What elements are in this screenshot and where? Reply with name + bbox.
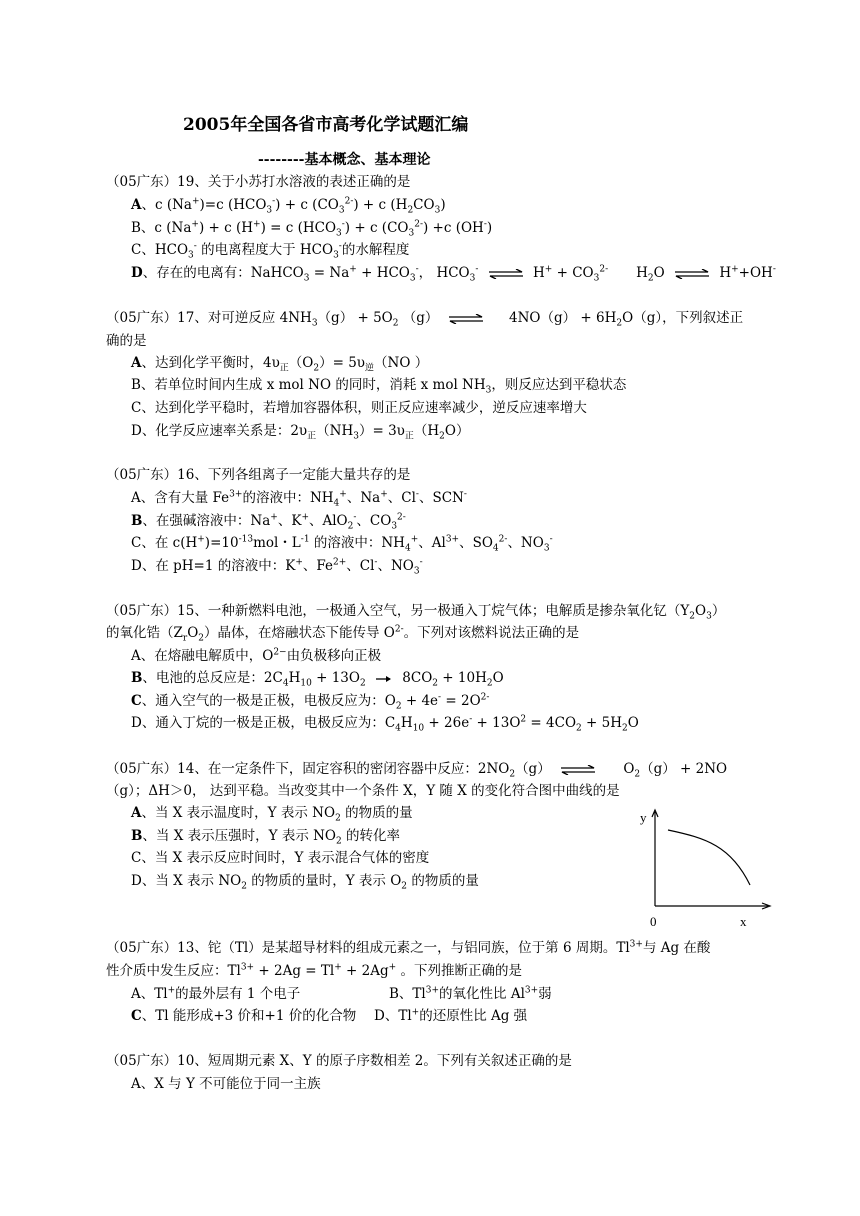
question-16-stem: （05广东）16、下列各组离子一定能大量共存的是	[106, 467, 411, 483]
question-17-option-b: B、若单位时间内生成 x mol NO 的同时，消耗 x mol $NH_3$，则反应达到平稳状态	[131, 377, 627, 396]
equilibrium-arrow-icon	[449, 314, 483, 324]
question-14-option-a: A、当 X 表示温度时，Y 表示 $NO_2$ 的物质的量	[131, 805, 413, 824]
page-title: 2005年全国各省市高考化学试题汇编	[183, 115, 469, 135]
equilibrium-arrow-icon	[561, 765, 595, 775]
reaction-arrow-icon	[376, 675, 392, 683]
question-16-option-d: D、在 pH=1 的溶液中：K+、$Fe^{2+}$、Cl-、$NO_3^-$	[131, 557, 423, 577]
question-15-option-b: B、电池的总反应是：$2C_4H_{10} + 13O_2$ $8CO_2 + 10H_2O$	[131, 670, 504, 689]
page-subtitle: --------基本概念、基本理论	[258, 152, 431, 168]
question-13-option-b: B、$Tl^{3+}$的氧化性比 $Al^{3+}$弱	[389, 985, 552, 1002]
question-17-stem-line2: 确的是	[106, 333, 147, 349]
question-19-option-d: D、存在的电离有：NaHCO$_3$ = $Na^+ + HCO_3^-$， $HCO_3^-$ $H^+ + CO_3^{2-}$ $H_2O$ H++OH-	[131, 264, 776, 284]
question-19-option-a: A、c (Na+)=c $(HCO_3^-) + c$ $(CO_3^{2-}) + c$ $(H_2CO_3)$	[131, 196, 446, 216]
question-14-option-d: D、当 X 表示 $NO_2$ 的物质的量时，Y 表示 $O_2$ 的物质的量	[131, 873, 479, 892]
origin-label: 0	[650, 914, 657, 929]
question-19-stem: （05广东）19、关于小苏打水溶液的表述正确的是	[106, 174, 411, 190]
question-16-option-a: A、含有大量 $Fe^{3+}$的溶液中：$NH_4^+$、Na+、Cl-、SCN-	[131, 489, 467, 509]
question-17-option-c: C、达到化学平稳时，若增加容器体积，则正反应速率减少，逆反应速率增大	[131, 400, 587, 416]
y-axis-label: y	[640, 810, 647, 825]
x-axis-label: x	[740, 914, 747, 929]
question-15-stem-line1: （05广东）15、一种新燃料电池，一极通入空气，另一极通入丁烷气体；电解质是掺杂氧化钇$(Y_2O_3)$	[106, 603, 726, 622]
question-17-option-d: D、化学反应速率关系是：$2\upsilon_正(NH_3)= 3\upsilon_正(H_2O)$	[131, 423, 470, 442]
equilibrium-arrow-icon	[675, 269, 709, 279]
question-17-stem-line1: （05广东）17、对可逆反应 $4NH_3(g) + 5O_2$ （g） $4NO(g) + 6H_2O(g)$，下列叙述正	[106, 310, 744, 329]
question-19-option-b: B、c (Na+) + c (H+) = c $(HCO_3^-) + c$ $(CO_3^{2-}) +c$ (OH-)	[131, 219, 493, 239]
question-13-stem-line2: 性介质中发生反应：$Tl^{3+} + 2Ag = Tl^+ + 2Ag^+$ 。下列推断正确的是	[106, 962, 522, 979]
question-14-option-b: B、当 X 表示压强时，Y 表示 $NO_2$ 的转化率	[131, 828, 401, 847]
question-13-stem-line1: （05广东）13、铊（Tl）是某超导材料的组成元素之一，与铝同族，位于第 6 周期。$Tl^{3+}$与 Ag 在酸	[106, 939, 711, 956]
question-15-stem-line2: 的氧化锆$(Z_rO_2)$晶体，在熔融状态下能传导 $O^{2-}$。下列对该燃料说法正确的是	[106, 624, 580, 644]
question-16-option-c: C、在 $c(H^+)=10^{-13}mol$・$L^{-1}$ 的溶液中：$NH_4^+$、$Al^{3+}$、$SO_4^{2-}$、$NO_3^-$	[131, 534, 553, 554]
equilibrium-arrow-icon	[489, 269, 523, 279]
question-17-option-a: A、达到化学平衡时，$4\upsilon_正(O_2)= 5\upsilon_逆(NO$ ）	[131, 355, 429, 374]
question-16-option-b: B、在强碱溶液中：Na+、K+、AlO$_2$-、$CO_3^{2-}$	[131, 512, 406, 532]
question-14-stem-line1: （05广东）14、在一定条件下，固定容积的密闭容器中反应：$2NO_2(g) O_2(g) + 2NO$	[106, 761, 728, 780]
question-13-option-d: D、Tl+的还原性比 Ag 强	[374, 1007, 528, 1024]
question-15-option-a: A、在熔融电解质中，$O^{2-}$由负极移向正极	[131, 647, 382, 664]
question-14-option-c: C、当 X 表示反应时间时，Y 表示混合气体的密度	[131, 850, 430, 866]
y-vs-x-curve	[668, 830, 750, 885]
question-15-option-c: C、通入空气的一极是正极，电极反应为：$O_2 + 4e^- = 2O^{2-}$	[131, 692, 490, 712]
question-10-stem: （05广东）10、短周期元素 X、Y 的原子序数相差 2。下列有关叙述正确的是	[106, 1053, 572, 1069]
question-19-option-c: C、$HCO_3^-$ 的电离程度大于 $HCO_3^-$的水解程度	[131, 241, 410, 261]
question-10-option-a: A、X 与 Y 不可能位于同一主族	[131, 1076, 321, 1092]
question-13-option-c: C、Tl 能形成+3 价和+1 价的化合物	[131, 1008, 357, 1024]
question-13-option-a: A、Tl+的最外层有 1 个电子	[131, 985, 301, 1002]
question-15-option-d: D、通入丁烷的一极是正极，电极反应为：$C_4H_{10} + 26e^- + 13O^2 = 4CO_2 + 5H_2O$	[131, 714, 639, 734]
yx-curve-graph	[636, 808, 776, 932]
question-14-stem-line2: （g）；ΔH＞0， 达到平稳。当改变其中一个条件 X，Y 随 X 的变化符合图中曲线的是	[106, 783, 620, 799]
